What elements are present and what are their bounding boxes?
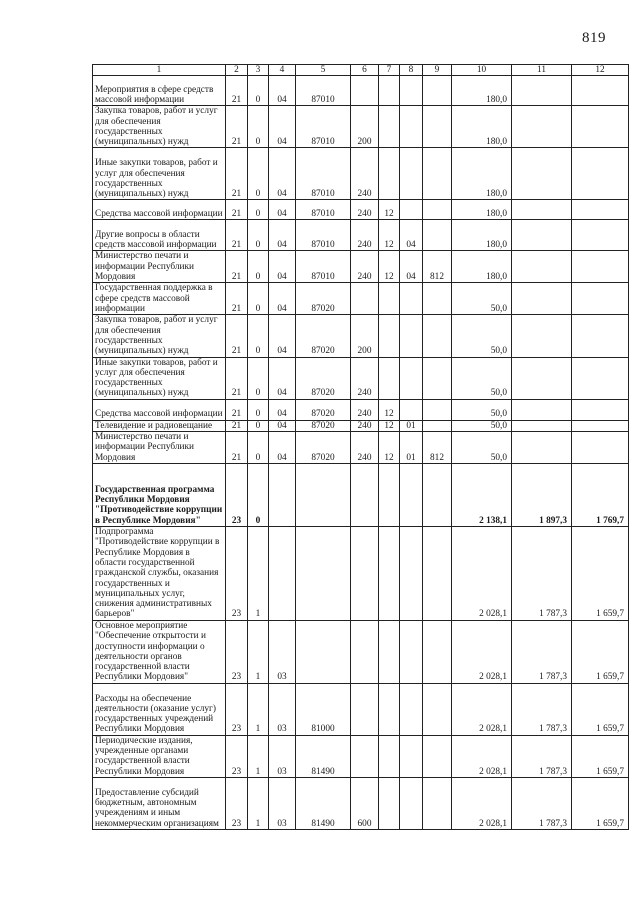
column-8-cell	[400, 315, 423, 357]
row-name-cell: Телевидение и радиовещание	[93, 420, 226, 431]
column-9-cell	[423, 777, 452, 829]
header-row	[93, 65, 629, 76]
column-11-cell	[512, 432, 572, 464]
column-2-cell: 21	[226, 106, 248, 148]
column-8-cell	[400, 76, 423, 106]
table-row	[93, 399, 629, 420]
column-12-cell	[572, 76, 629, 106]
column-11-cell: 1 787,3	[512, 620, 572, 683]
row-name-cell: Предоставление субсидий бюджетным, автономным учреждениям и иным некоммерческим организациям	[93, 777, 226, 829]
column-11-cell	[512, 148, 572, 200]
column-2-cell: 23	[226, 735, 248, 777]
column-3-cell: 0	[248, 399, 269, 420]
column-6-cell: 240	[351, 251, 379, 283]
table-row	[93, 251, 629, 283]
column-12-cell	[572, 106, 629, 148]
column-2-cell: 21	[226, 420, 248, 431]
row-name-cell: Министерство печати и информации Республики Мордовия	[93, 251, 226, 283]
column-2-cell: 21	[226, 432, 248, 464]
table-row	[93, 464, 629, 527]
column-11-cell	[512, 283, 572, 315]
column-4-cell: 03	[269, 620, 296, 683]
column-2-cell: 21	[226, 76, 248, 106]
column-10-cell: 2 028,1	[452, 777, 512, 829]
column-2-cell: 23	[226, 620, 248, 683]
column-7-cell: 12	[379, 420, 400, 431]
column-8-cell	[400, 357, 423, 399]
table-row	[93, 148, 629, 200]
column-header-2: 2	[226, 65, 248, 76]
column-6-cell	[351, 283, 379, 315]
column-header-11: 11	[512, 65, 572, 76]
column-12-cell	[572, 399, 629, 420]
column-header-10: 10	[452, 65, 512, 76]
column-9-cell	[423, 283, 452, 315]
column-2-cell: 23	[226, 777, 248, 829]
column-11-cell	[512, 251, 572, 283]
column-9-cell: 812	[423, 432, 452, 464]
column-5-cell: 87010	[296, 251, 351, 283]
column-10-cell: 180,0	[452, 251, 512, 283]
column-5-cell: 87020	[296, 420, 351, 431]
row-name-cell: Периодические издания, учрежденные органами государственной власти Республики Мордовия	[93, 735, 226, 777]
column-11-cell	[512, 76, 572, 106]
row-name-cell: Государственная поддержка в сфере средств массовой информации	[93, 283, 226, 315]
table-row	[93, 735, 629, 777]
column-2-cell: 21	[226, 357, 248, 399]
column-10-cell: 180,0	[452, 106, 512, 148]
column-12-cell	[572, 432, 629, 464]
column-4-cell: 03	[269, 735, 296, 777]
column-12-cell	[572, 420, 629, 431]
column-5-cell	[296, 464, 351, 527]
column-header-5: 5	[296, 65, 351, 76]
column-4-cell: 04	[269, 283, 296, 315]
column-10-cell: 2 138,1	[452, 464, 512, 527]
row-name-cell: Мероприятия в сфере средств массовой информации	[93, 76, 226, 106]
column-9-cell	[423, 399, 452, 420]
table-row	[93, 357, 629, 399]
column-12-cell	[572, 357, 629, 399]
column-9-cell	[423, 620, 452, 683]
column-8-cell	[400, 283, 423, 315]
column-9-cell	[423, 220, 452, 251]
column-4-cell: 04	[269, 420, 296, 431]
column-header-6: 6	[351, 65, 379, 76]
column-9-cell	[423, 76, 452, 106]
column-4-cell: 04	[269, 220, 296, 251]
table-row	[93, 683, 629, 735]
column-5-cell: 81000	[296, 683, 351, 735]
column-header-12: 12	[572, 65, 629, 76]
column-7-cell	[379, 148, 400, 200]
column-5-cell	[296, 527, 351, 621]
column-6-cell	[351, 527, 379, 621]
column-9-cell	[423, 315, 452, 357]
budget-table	[92, 64, 629, 830]
column-5-cell: 87010	[296, 200, 351, 220]
row-name-cell: Закупка товаров, работ и услуг для обеспечения государственных (муниципальных) нужд	[93, 315, 226, 357]
column-12-cell: 1 659,7	[572, 527, 629, 621]
column-7-cell	[379, 620, 400, 683]
column-5-cell: 87020	[296, 357, 351, 399]
column-3-cell: 0	[248, 200, 269, 220]
column-5-cell: 87010	[296, 106, 351, 148]
column-2-cell: 23	[226, 683, 248, 735]
column-header-3: 3	[248, 65, 269, 76]
column-6-cell: 240	[351, 432, 379, 464]
column-8-cell	[400, 148, 423, 200]
column-7-cell: 12	[379, 251, 400, 283]
column-7-cell	[379, 283, 400, 315]
column-12-cell	[572, 220, 629, 251]
column-3-cell: 0	[248, 432, 269, 464]
column-5-cell: 87020	[296, 399, 351, 420]
column-8-cell	[400, 735, 423, 777]
column-header-1: 1	[93, 65, 226, 76]
row-name-cell: Закупка товаров, работ и услуг для обеспечения государственных (муниципальных) нужд	[93, 106, 226, 148]
column-12-cell: 1 659,7	[572, 620, 629, 683]
column-12-cell: 1 659,7	[572, 683, 629, 735]
column-9-cell	[423, 148, 452, 200]
column-10-cell: 2 028,1	[452, 527, 512, 621]
table-body	[93, 76, 629, 830]
column-3-cell: 1	[248, 735, 269, 777]
column-6-cell	[351, 683, 379, 735]
column-9-cell	[423, 106, 452, 148]
column-12-cell	[572, 283, 629, 315]
column-4-cell: 04	[269, 399, 296, 420]
column-2-cell: 21	[226, 315, 248, 357]
column-6-cell: 240	[351, 200, 379, 220]
column-10-cell: 2 028,1	[452, 735, 512, 777]
column-12-cell: 1 769,7	[572, 464, 629, 527]
column-3-cell: 0	[248, 357, 269, 399]
column-2-cell: 21	[226, 399, 248, 420]
column-11-cell: 1 787,3	[512, 527, 572, 621]
column-header-7: 7	[379, 65, 400, 76]
column-11-cell	[512, 220, 572, 251]
row-name-cell: Основное мероприятие "Обеспечение открытости и доступности информации о деятельности органов государственной власти Республики Мордовия"	[93, 620, 226, 683]
row-name-cell: Подпрограмма "Противодействие коррупции в Республике Мордовия в области государственной гражданской службы, оказания государственных и муниципальных услуг, снижения административных барьеров"	[93, 527, 226, 621]
column-2-cell: 21	[226, 148, 248, 200]
column-7-cell	[379, 106, 400, 148]
column-3-cell: 0	[248, 220, 269, 251]
column-3-cell: 0	[248, 76, 269, 106]
column-10-cell: 50,0	[452, 432, 512, 464]
column-11-cell	[512, 399, 572, 420]
column-4-cell: 04	[269, 315, 296, 357]
table-row	[93, 200, 629, 220]
column-8-cell	[400, 620, 423, 683]
column-11-cell: 1 787,3	[512, 735, 572, 777]
column-10-cell: 180,0	[452, 76, 512, 106]
column-5-cell: 87010	[296, 76, 351, 106]
column-4-cell: 03	[269, 777, 296, 829]
column-3-cell: 1	[248, 777, 269, 829]
column-9-cell	[423, 464, 452, 527]
column-7-cell	[379, 357, 400, 399]
column-7-cell	[379, 527, 400, 621]
column-6-cell	[351, 76, 379, 106]
column-4-cell: 04	[269, 432, 296, 464]
column-8-cell	[400, 527, 423, 621]
table-row	[93, 76, 629, 106]
row-name-cell: Государственная программа Республики Мордовия "Противодействие коррупции в Республике Мордовия"	[93, 464, 226, 527]
column-8-cell: 01	[400, 432, 423, 464]
column-11-cell	[512, 420, 572, 431]
row-name-cell: Иные закупки товаров, работ и услуг для обеспечения государственных (муниципальных) нужд	[93, 148, 226, 200]
column-10-cell: 180,0	[452, 200, 512, 220]
column-12-cell	[572, 148, 629, 200]
column-5-cell: 87020	[296, 283, 351, 315]
column-12-cell: 1 659,7	[572, 777, 629, 829]
column-9-cell	[423, 735, 452, 777]
column-10-cell: 50,0	[452, 399, 512, 420]
column-10-cell: 50,0	[452, 315, 512, 357]
column-3-cell: 0	[248, 315, 269, 357]
column-6-cell	[351, 464, 379, 527]
column-5-cell: 87020	[296, 315, 351, 357]
column-11-cell: 1 787,3	[512, 777, 572, 829]
column-4-cell: 03	[269, 683, 296, 735]
column-7-cell: 12	[379, 220, 400, 251]
column-7-cell: 12	[379, 399, 400, 420]
column-9-cell	[423, 200, 452, 220]
column-2-cell: 21	[226, 251, 248, 283]
column-3-cell: 0	[248, 420, 269, 431]
column-10-cell: 50,0	[452, 420, 512, 431]
column-9-cell	[423, 683, 452, 735]
table-row	[93, 420, 629, 431]
column-6-cell: 240	[351, 220, 379, 251]
column-10-cell: 50,0	[452, 357, 512, 399]
column-7-cell: 12	[379, 432, 400, 464]
column-12-cell	[572, 315, 629, 357]
column-9-cell	[423, 420, 452, 431]
column-4-cell	[269, 464, 296, 527]
column-4-cell: 04	[269, 357, 296, 399]
column-11-cell: 1 787,3	[512, 683, 572, 735]
column-6-cell: 240	[351, 420, 379, 431]
column-6-cell: 240	[351, 399, 379, 420]
column-3-cell: 1	[248, 527, 269, 621]
column-7-cell: 12	[379, 200, 400, 220]
column-8-cell	[400, 777, 423, 829]
column-10-cell: 50,0	[452, 283, 512, 315]
row-name-cell: Средства массовой информации	[93, 399, 226, 420]
column-3-cell: 0	[248, 464, 269, 527]
column-7-cell	[379, 315, 400, 357]
column-6-cell	[351, 620, 379, 683]
column-11-cell	[512, 315, 572, 357]
column-header-8: 8	[400, 65, 423, 76]
column-8-cell	[400, 399, 423, 420]
column-11-cell	[512, 106, 572, 148]
column-8-cell	[400, 106, 423, 148]
column-5-cell	[296, 620, 351, 683]
column-3-cell: 1	[248, 683, 269, 735]
column-8-cell: 01	[400, 420, 423, 431]
column-5-cell: 81490	[296, 735, 351, 777]
column-8-cell	[400, 200, 423, 220]
column-4-cell: 04	[269, 251, 296, 283]
row-name-cell: Другие вопросы в области средств массовой информации	[93, 220, 226, 251]
column-5-cell: 87010	[296, 220, 351, 251]
column-5-cell: 81490	[296, 777, 351, 829]
table-row	[93, 283, 629, 315]
column-header-4: 4	[269, 65, 296, 76]
column-6-cell: 240	[351, 148, 379, 200]
column-5-cell: 87010	[296, 148, 351, 200]
column-10-cell: 2 028,1	[452, 620, 512, 683]
column-11-cell	[512, 357, 572, 399]
column-10-cell: 180,0	[452, 148, 512, 200]
column-12-cell: 1 659,7	[572, 735, 629, 777]
column-2-cell: 21	[226, 220, 248, 251]
page-number: 819	[582, 30, 606, 46]
column-7-cell	[379, 464, 400, 527]
column-2-cell: 23	[226, 464, 248, 527]
table-row	[93, 777, 629, 829]
column-6-cell: 200	[351, 315, 379, 357]
column-7-cell	[379, 683, 400, 735]
column-5-cell: 87020	[296, 432, 351, 464]
column-8-cell	[400, 464, 423, 527]
row-name-cell: Иные закупки товаров, работ и услуг для обеспечения государственных (муниципальных) нужд	[93, 357, 226, 399]
column-7-cell	[379, 76, 400, 106]
column-6-cell	[351, 735, 379, 777]
column-4-cell: 04	[269, 148, 296, 200]
column-header-9: 9	[423, 65, 452, 76]
column-11-cell: 1 897,3	[512, 464, 572, 527]
table-row	[93, 620, 629, 683]
column-8-cell: 04	[400, 251, 423, 283]
column-4-cell: 04	[269, 76, 296, 106]
column-2-cell: 21	[226, 200, 248, 220]
column-9-cell	[423, 357, 452, 399]
table-row	[93, 106, 629, 148]
column-9-cell: 812	[423, 251, 452, 283]
column-8-cell: 04	[400, 220, 423, 251]
column-4-cell: 04	[269, 200, 296, 220]
column-6-cell: 600	[351, 777, 379, 829]
table-row	[93, 432, 629, 464]
column-3-cell: 0	[248, 148, 269, 200]
row-name-cell: Расходы на обеспечение деятельности (оказание услуг) государственных учреждений Республики Мордовия	[93, 683, 226, 735]
column-7-cell	[379, 777, 400, 829]
column-3-cell: 1	[248, 620, 269, 683]
table-row	[93, 527, 629, 621]
column-4-cell: 04	[269, 106, 296, 148]
column-10-cell: 2 028,1	[452, 683, 512, 735]
column-2-cell: 21	[226, 283, 248, 315]
column-7-cell	[379, 735, 400, 777]
row-name-cell: Средства массовой информации	[93, 200, 226, 220]
column-12-cell	[572, 251, 629, 283]
table-row	[93, 315, 629, 357]
column-3-cell: 0	[248, 106, 269, 148]
column-8-cell	[400, 683, 423, 735]
column-9-cell	[423, 527, 452, 621]
table-row	[93, 220, 629, 251]
column-3-cell: 0	[248, 283, 269, 315]
column-12-cell	[572, 200, 629, 220]
row-name-cell: Министерство печати и информации Республики Мордовия	[93, 432, 226, 464]
column-2-cell: 23	[226, 527, 248, 621]
column-6-cell: 240	[351, 357, 379, 399]
column-6-cell: 200	[351, 106, 379, 148]
column-11-cell	[512, 200, 572, 220]
column-4-cell	[269, 527, 296, 621]
column-10-cell: 180,0	[452, 220, 512, 251]
column-3-cell: 0	[248, 251, 269, 283]
